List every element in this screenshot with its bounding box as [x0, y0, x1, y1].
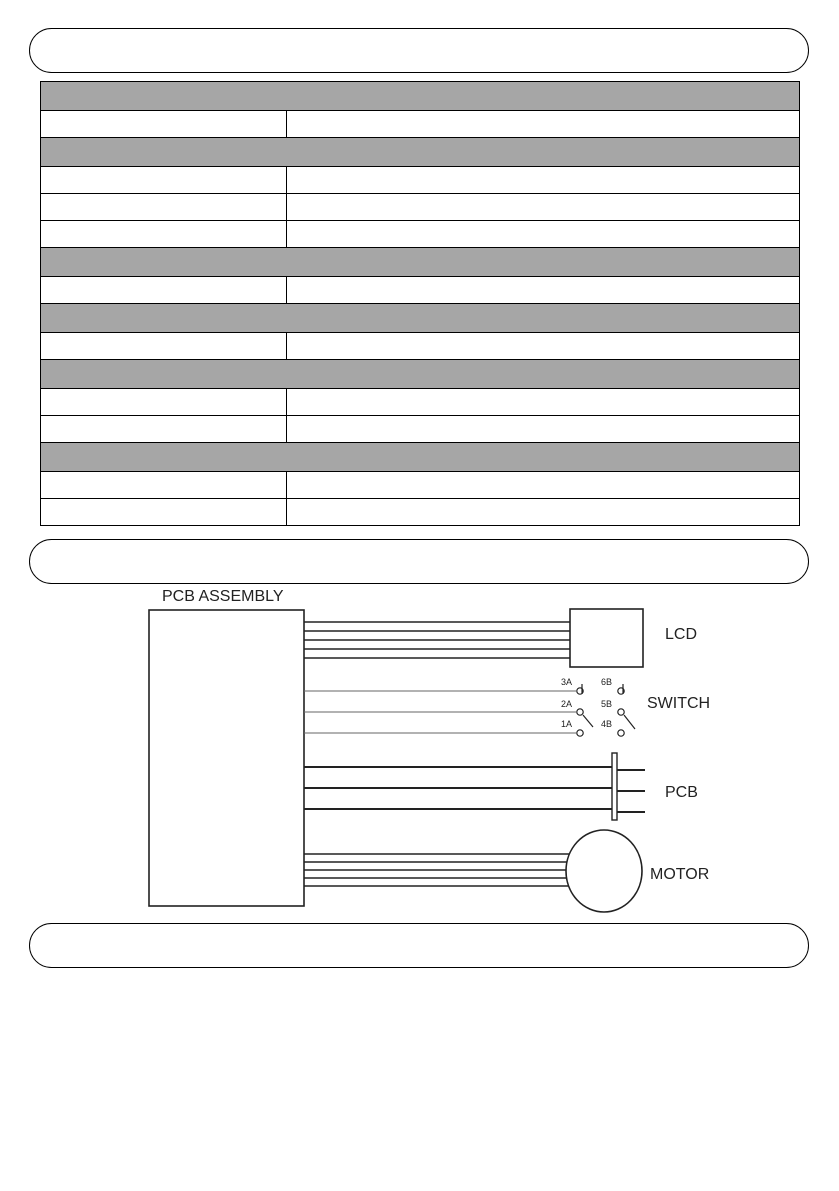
motor-circle: [566, 830, 642, 912]
table-row: [41, 472, 800, 499]
table-section-row: [41, 443, 800, 472]
table-cell-value: [287, 277, 800, 304]
motor-wires: [304, 854, 574, 886]
table-section-row: [41, 138, 800, 167]
table-cell-value: [287, 389, 800, 416]
table-row: [41, 333, 800, 360]
table-section-row: [41, 360, 800, 389]
specifications-table: [40, 81, 800, 526]
table-cell-label: [41, 416, 287, 443]
terminal-1a-label: 1A: [561, 719, 573, 729]
section-header-specifications: [29, 28, 809, 73]
table-row: [41, 389, 800, 416]
table-cell-value: [287, 416, 800, 443]
table-cell-value: [287, 472, 800, 499]
terminal-5b-label: 5B: [601, 699, 613, 709]
terminal-3a-label: 3A: [561, 677, 573, 687]
switch-wires: [304, 691, 576, 733]
table-row: [41, 111, 800, 138]
table-cell-label: [41, 194, 287, 221]
section-heading-cell: [41, 82, 800, 111]
pcb-assembly-label: PCB ASSEMBLY: [162, 588, 284, 605]
table-cell-value: [287, 194, 800, 221]
section-header-bottom: [29, 923, 809, 968]
pcb-assembly-box: [149, 610, 304, 906]
table-row: [41, 194, 800, 221]
section-heading-cell: [41, 248, 800, 277]
motor-label: MOTOR: [650, 866, 710, 883]
wiring-diagram: [0, 580, 839, 920]
table-cell-label: [41, 333, 287, 360]
table-cell-label: [41, 472, 287, 499]
section-heading-cell: [41, 360, 800, 389]
table-cell-value: [287, 167, 800, 194]
table-cell-label: [41, 389, 287, 416]
pcb-connector-wires: [304, 767, 645, 812]
table-row: [41, 221, 800, 248]
table-cell-label: [41, 111, 287, 138]
table-section-row: [41, 304, 800, 333]
table-cell-value: [287, 499, 800, 526]
table-cell-label: [41, 167, 287, 194]
table-section-row: [41, 248, 800, 277]
section-heading-cell: [41, 443, 800, 472]
terminal-4b-label: 4B: [601, 719, 613, 729]
switch-label: SWITCH: [647, 695, 711, 712]
table-cell-value: [287, 333, 800, 360]
switch-terminal-labels: [561, 677, 612, 729]
table-row: [41, 499, 800, 526]
lcd-wires: [304, 622, 570, 658]
terminal-2a-label: 2A: [561, 699, 573, 709]
pcb-connector-header: [612, 753, 617, 820]
pcb-label: PCB: [665, 784, 698, 801]
table-cell-value: [287, 111, 800, 138]
lcd-label: LCD: [665, 626, 698, 643]
table-section-row: [41, 82, 800, 111]
table-row: [41, 416, 800, 443]
section-heading-cell: [41, 138, 800, 167]
lcd-box: [570, 609, 643, 667]
table-row: [41, 277, 800, 304]
table-cell-label: [41, 277, 287, 304]
section-heading-cell: [41, 304, 800, 333]
table-cell-value: [287, 221, 800, 248]
table-cell-label: [41, 221, 287, 248]
table-row: [41, 167, 800, 194]
section-header-wiring-diagram: [29, 539, 809, 584]
table-cell-label: [41, 499, 287, 526]
terminal-6b-label: 6B: [601, 677, 613, 687]
